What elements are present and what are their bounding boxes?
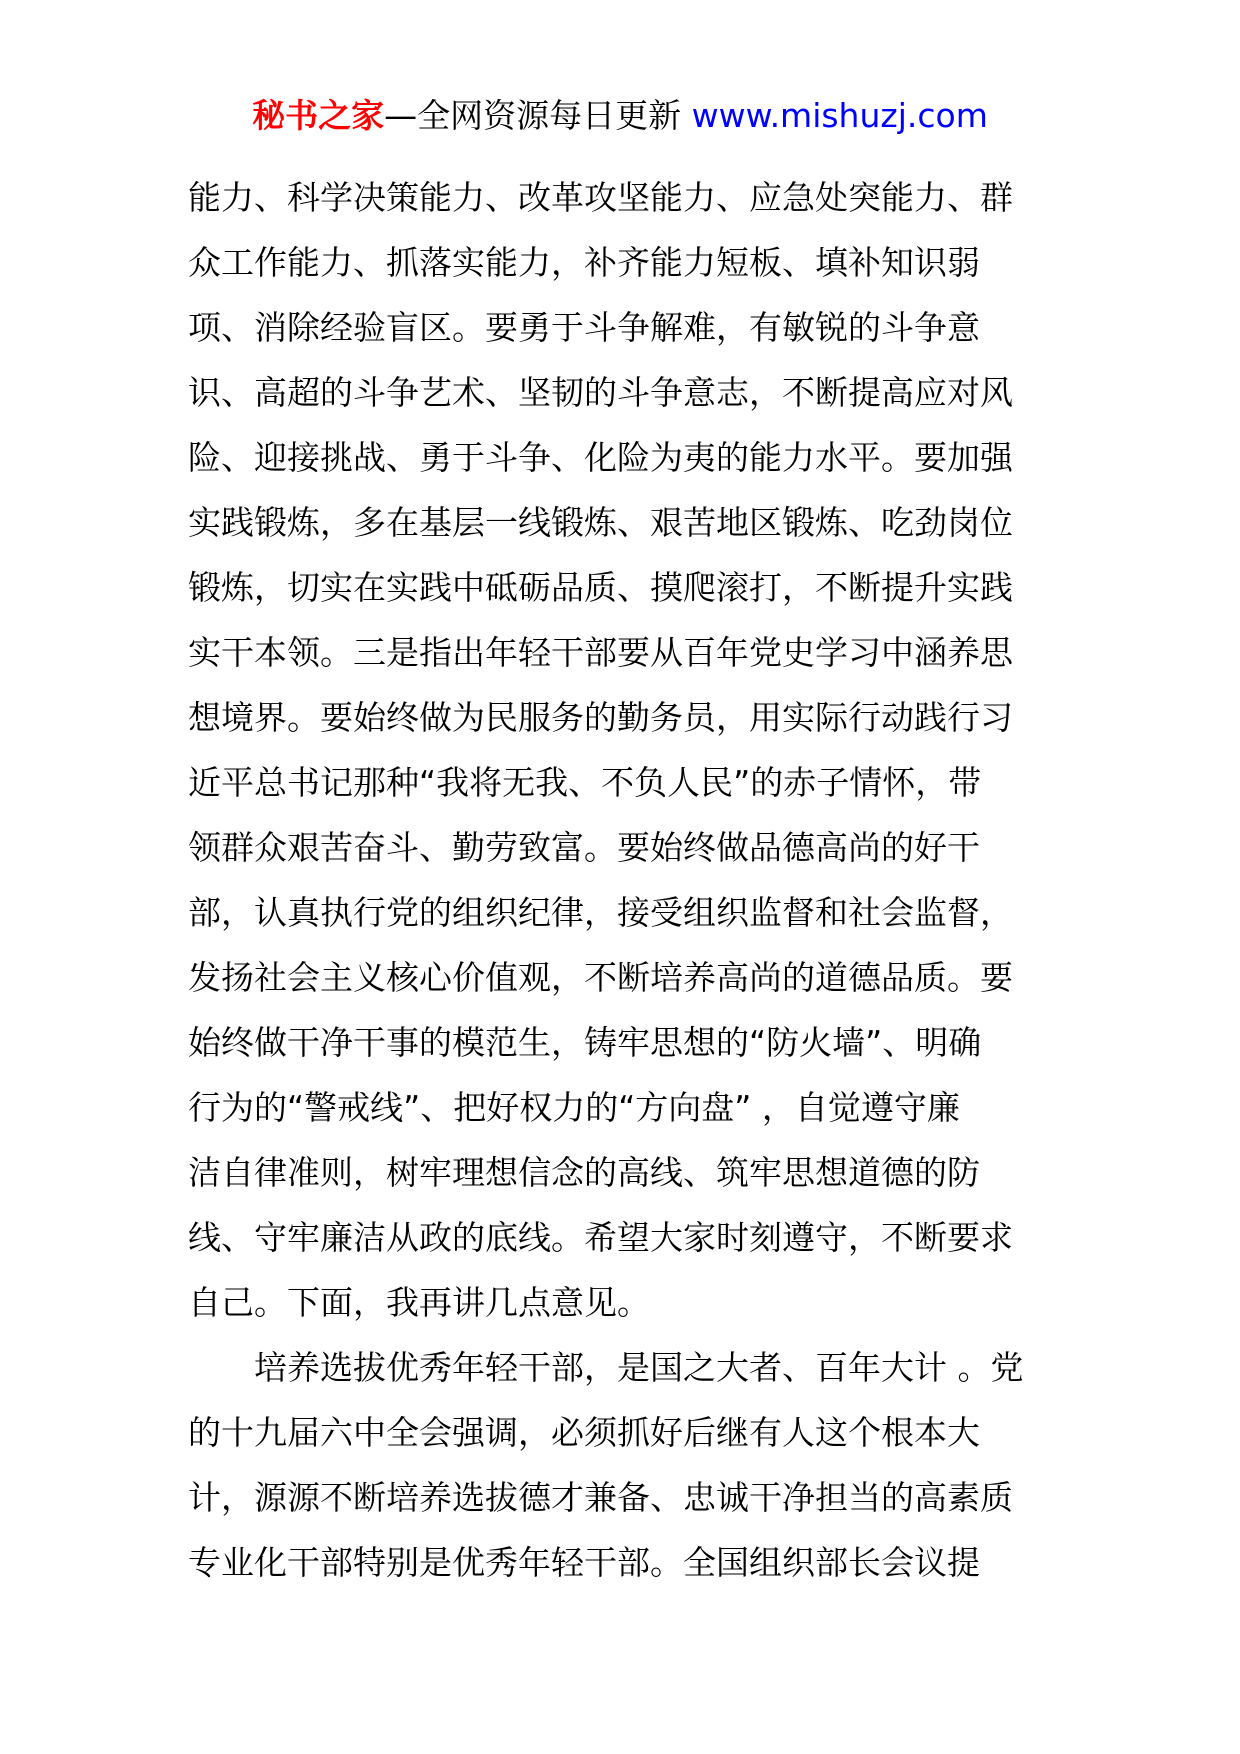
text-line: 实践锻炼，多在基层一线锻炼、艰苦地区锻炼、吃劲岗位 bbox=[188, 503, 1013, 542]
text-line: 锻炼，切实在实践中砥砺品质、摸爬滚打，不断提升实践 bbox=[188, 568, 1013, 607]
text-line: 近平总书记那种“我将无我、不负人民”的赤子情怀，带 bbox=[188, 763, 982, 802]
page-header bbox=[0, 94, 1240, 138]
text-line: 能力、科学决策能力、改革攻坚能力、应急处突能力、群 bbox=[188, 178, 1013, 217]
text-line: 想境界。要始终做为民服务的勤务员，用实际行动践行习 bbox=[188, 698, 1013, 737]
text-line: 洁自律准则，树牢理想信念的高线、筑牢思想道德的防 bbox=[188, 1153, 980, 1192]
text-line: 险、迎接挑战、勇于斗争、化险为夷的能力水平。要加强 bbox=[188, 438, 1013, 477]
text-line: 实干本领。三是指出年轻干部要从百年党史学习中涵养思 bbox=[188, 633, 1013, 672]
text-line: 专业化干部特别是优秀年轻干部。全国组织部长会议提 bbox=[188, 1543, 980, 1582]
text-line: 部，认真执行党的组织纪律，接受组织监督和社会监督， bbox=[188, 893, 1013, 932]
text-line: 众工作能力、抓落实能力，补齐能力短板、填补知识弱 bbox=[188, 243, 980, 282]
text-line: 培养选拔优秀年轻干部，是国之大者、百年大计 。党 bbox=[188, 1348, 1024, 1387]
text-line: 计，源源不断培养选拔德才兼备、忠诚干净担当的高素质 bbox=[188, 1478, 1013, 1517]
text-line: 线、守牢廉洁从政的底线。希望大家时刻遵守，不断要求 bbox=[188, 1218, 1013, 1257]
header-slogan: —全网资源每日更新 bbox=[384, 96, 692, 135]
text-line: 发扬社会主义核心价值观，不断培养高尚的道德品质。要 bbox=[188, 958, 1013, 997]
header-url[interactable]: www.mishuzj.com bbox=[691, 96, 988, 135]
text-line: 始终做干净干事的模范生，铸牢思想的“防火墙”、明确 bbox=[188, 1023, 982, 1062]
text-line: 项、消除经验盲区。要勇于斗争解难，有敏锐的斗争意 bbox=[188, 308, 980, 347]
text-line: 的十九届六中全会强调，必须抓好后继有人这个根本大 bbox=[188, 1413, 980, 1452]
text-line: 自己。下面，我再讲几点意见。 bbox=[188, 1283, 650, 1322]
text-line: 识、高超的斗争艺术、坚韧的斗争意志，不断提高应对风 bbox=[188, 373, 1013, 412]
text-line: 行为的“警戒线”、把好权力的“方向盘” ，自觉遵守廉 bbox=[188, 1088, 960, 1127]
header-brand: 秘书之家 bbox=[252, 96, 385, 135]
text-line: 领群众艰苦奋斗、勤劳致富。要始终做品德高尚的好干 bbox=[188, 828, 980, 867]
document-body bbox=[188, 165, 1054, 1595]
